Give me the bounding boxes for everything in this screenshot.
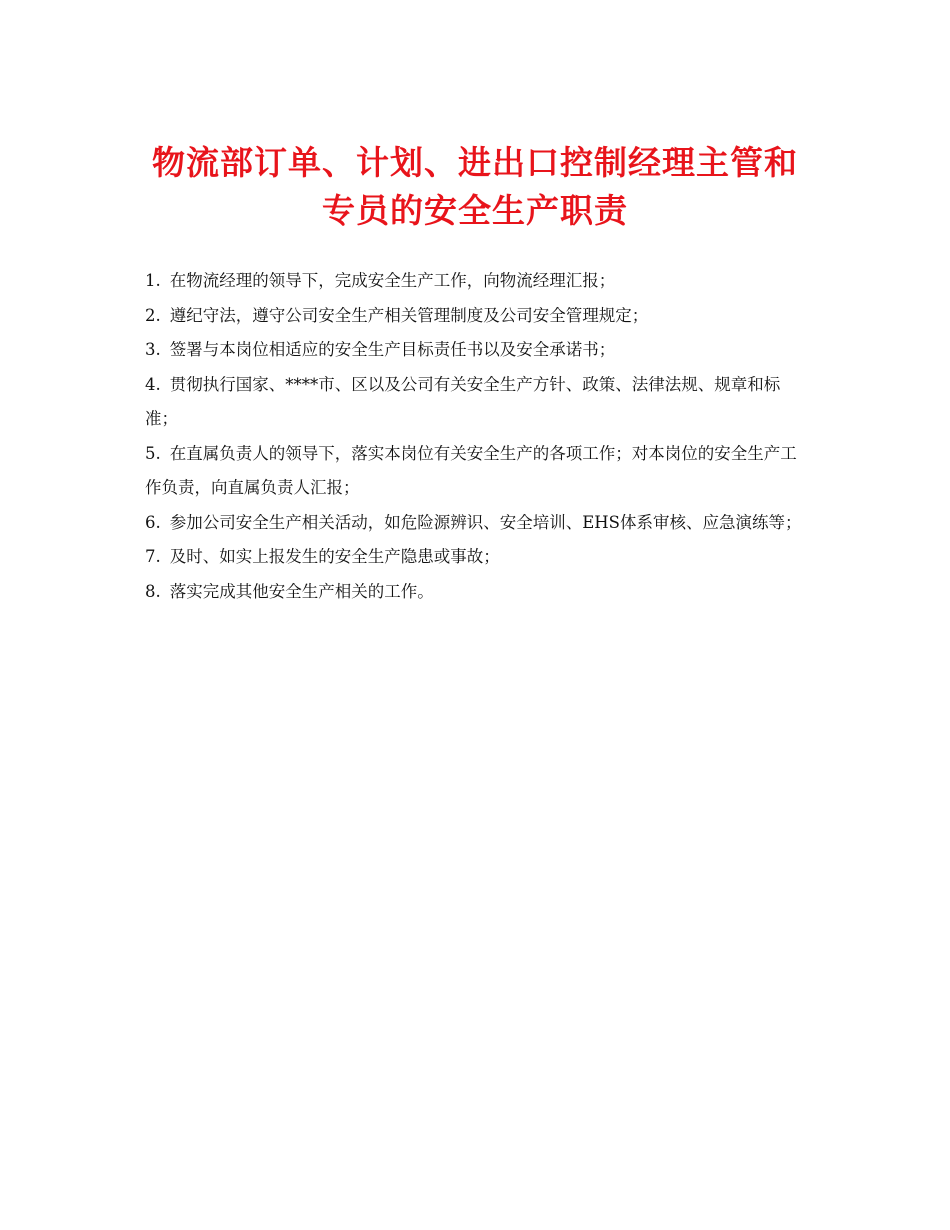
list-item xyxy=(145,437,810,506)
item-number: 4. xyxy=(145,374,161,394)
item-number: 8. xyxy=(145,581,161,601)
list-item xyxy=(145,575,810,610)
item-number: 7. xyxy=(145,547,161,566)
item-text: 在物流经理的领导下，完成安全生产工作，向物流经理汇报； xyxy=(169,271,616,290)
item-number: 1. xyxy=(145,271,161,290)
title-line-1: 物流部订单、计划、进出口控制经理主管和 xyxy=(152,143,798,182)
item-number: 2. xyxy=(145,305,161,325)
list-item xyxy=(145,506,810,541)
item-text: 贯彻执行国家、****市、区以及公司有关安全生产方针、政策、法律法规、规章和标准； xyxy=(145,374,781,428)
item-number: 5. xyxy=(145,443,161,463)
title-line-2: 专员的安全生产职责 xyxy=(322,191,628,230)
item-text: 及时、如实上报发生的安全生产隐患或事故； xyxy=(169,547,500,566)
list-item xyxy=(145,264,810,299)
item-text: 在直属负责人的领导下，落实本岗位有关安全生产的各项工作；对本岗位的安全生产工作负责，向直属负责人汇报； xyxy=(145,443,797,497)
item-text: 参加公司安全生产相关活动，如危险源辨识、安全培训、EHS体系审核、应急演练等； xyxy=(169,512,802,532)
item-text: 签署与本岗位相适应的安全生产目标责任书以及安全承诺书； xyxy=(169,340,616,359)
list-item xyxy=(145,299,810,334)
item-text: 遵纪守法，遵守公司安全生产相关管理制度及公司安全管理规定； xyxy=(169,305,649,325)
list-item xyxy=(145,368,810,437)
list-item xyxy=(145,333,810,368)
item-number: 3. xyxy=(145,340,161,359)
document-title xyxy=(0,139,950,235)
list-item xyxy=(145,540,810,575)
item-text: 落实完成其他安全生产相关的工作。 xyxy=(169,581,434,601)
item-number: 6. xyxy=(145,512,161,532)
responsibility-list xyxy=(145,264,810,609)
